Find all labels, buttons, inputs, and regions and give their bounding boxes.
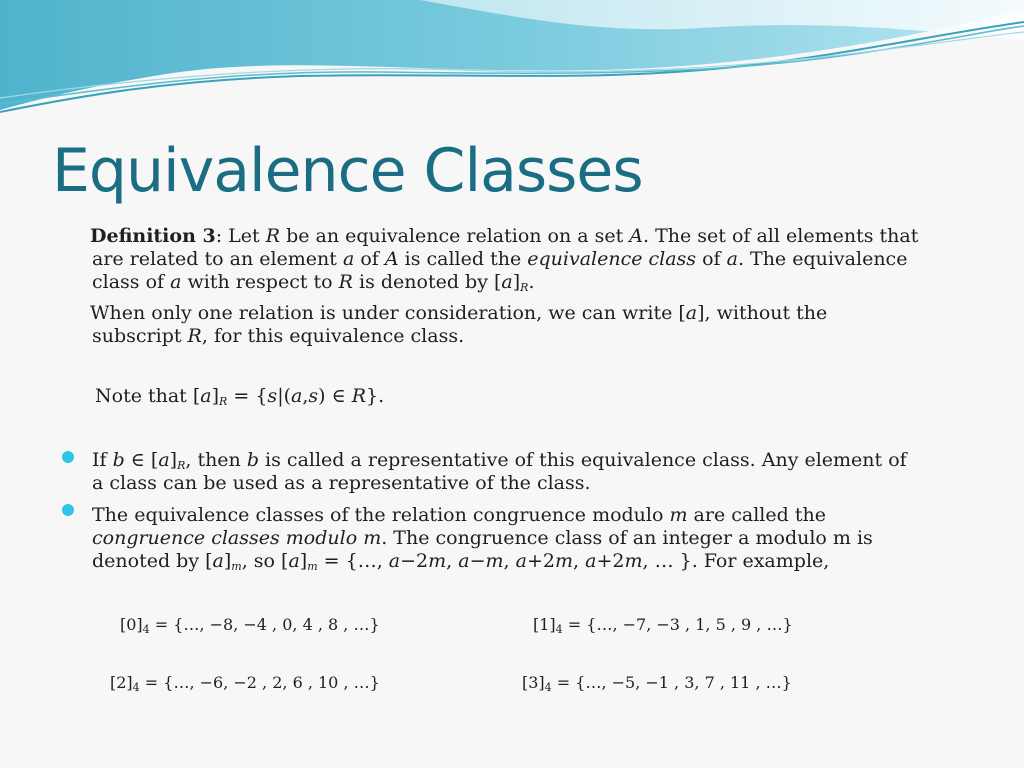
- single-relation-paragraph: When only one relation is under consideration, we can write [a], without the subscript R, for this equivalence class.: [90, 302, 828, 347]
- example-class-1: $[1]_4$ = {…, −7, −3 , 1, 5 , 9 , …}: [533, 615, 793, 636]
- bullet-representative: If b ∈ $[a]_R$, then b is called a representative of this equivalence class. Any element of a class can be used as a representative of the class.: [92, 449, 907, 494]
- note-line: Note that $[a]_R = \{s|(a,s)$ ∈ R}.: [95, 385, 385, 408]
- decorative-wave-header: [0, 0, 1024, 130]
- example-class-3: $[3]_4$ = {…, −5, −1 , 3, 7 , 11 , …}: [522, 673, 792, 694]
- definition-paragraph: Definition 3: Let R be an equivalence relation on a set A. The set of all elements that are related to an element a of A is called the equivalence class of a. The equivalence class of a with respect to R is denoted by $[a]_R$.: [90, 225, 919, 294]
- slide-title: Equivalence Classes: [52, 136, 643, 206]
- bullet-marker-icon: [62, 504, 74, 516]
- example-class-2: $[2]_4$ = {…, −6, −2 , 2, 6 , 10 , …}: [110, 673, 380, 694]
- definition-heading: Definition 3: [90, 225, 216, 247]
- example-class-0: $[0]_4$ = {…, −8, −4 , 0, 4 , 8 , …}: [120, 615, 380, 636]
- bullet-congruence-classes: The equivalence classes of the relation congruence modulo m are called the congruence classes modulo m. The congruence class of an integer a modulo m is denoted by $[a]_m$, so $[a]_m$ = {…, a−2m, a−m, a+2m, a+2m, … }. For example,: [92, 504, 873, 573]
- bullet-marker-icon: [62, 451, 74, 463]
